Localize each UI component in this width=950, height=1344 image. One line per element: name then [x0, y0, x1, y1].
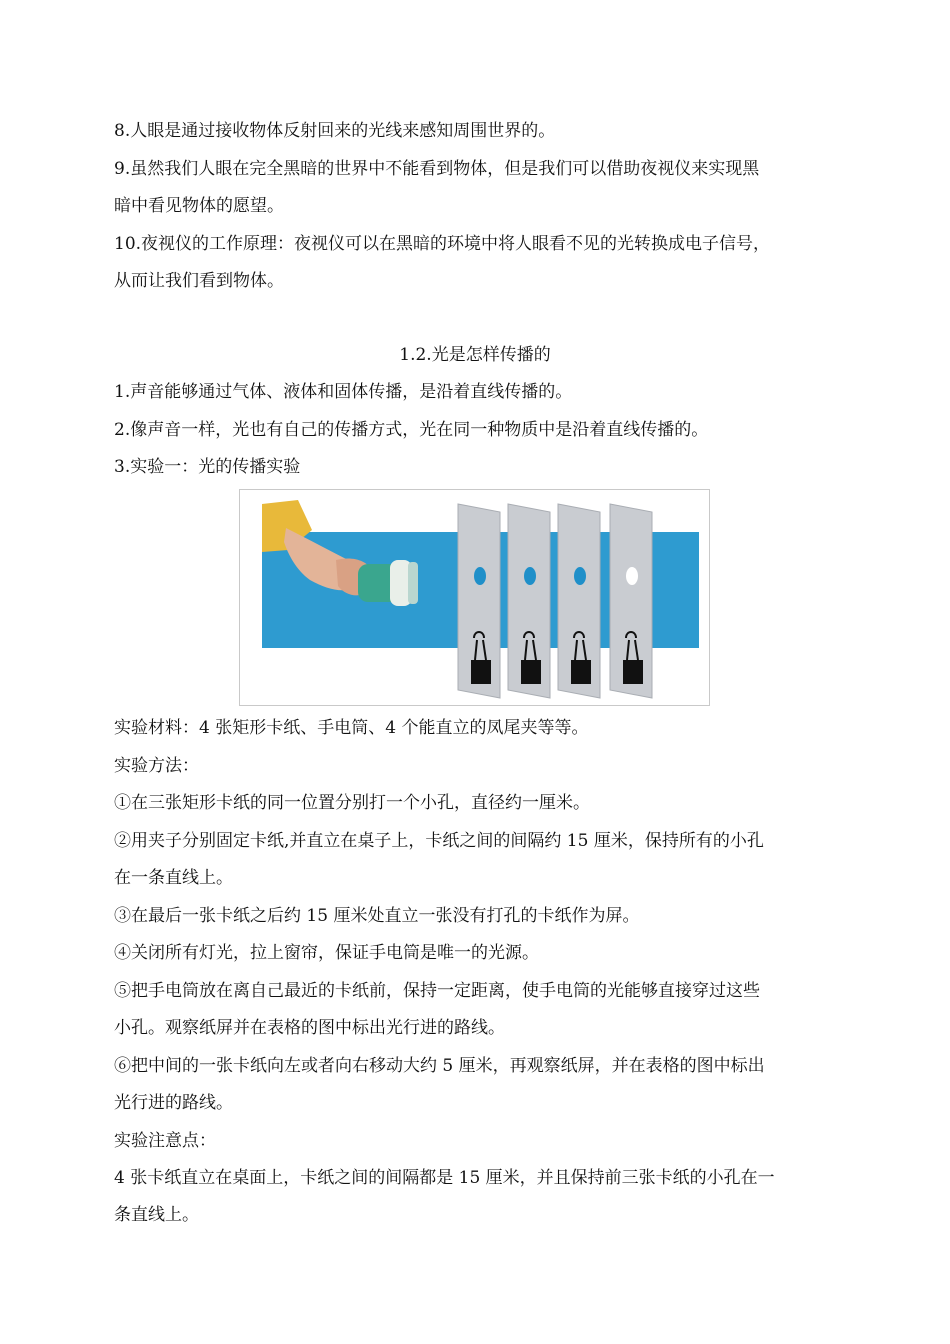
materials: 实验材料：4 张矩形卡纸、手电筒、4 个能直立的凤尾夹等等。 — [114, 718, 589, 738]
step-4: ④关闭所有灯光，拉上窗帘，保证手电筒是唯一的光源。 — [114, 943, 539, 963]
method-heading: 实验方法： — [114, 756, 199, 776]
card-2-hole — [524, 567, 536, 585]
flashlight-icon — [358, 560, 418, 606]
card-1 — [458, 504, 500, 698]
card-3-hole — [574, 567, 586, 585]
experiment-image — [240, 490, 709, 705]
step-5-line-2: 小孔。观察纸屏并在表格的图中标出光行进的路线。 — [114, 1018, 505, 1038]
step-1: ①在三张矩形卡纸的同一位置分别打一个小孔，直径约一厘米。 — [114, 793, 590, 813]
step-6-line-2: 光行进的路线。 — [114, 1093, 233, 1113]
item-3: 3.实验一：光的传播实验 — [114, 457, 301, 477]
item-8: 8.人眼是通过接收物体反射回来的光线来感知周围世界的。 — [114, 121, 556, 141]
item-1: 1.声音能够通过气体、液体和固体传播，是沿着直线传播的。 — [114, 382, 573, 402]
step-5-line-1: ⑤把手电筒放在离自己最近的卡纸前，保持一定距离，使手电筒的光能够直接穿过这些 — [114, 981, 760, 1001]
item-10-line-2: 从而让我们看到物体。 — [114, 271, 284, 291]
notes-line-2: 条直线上。 — [114, 1205, 199, 1225]
step-3: ③在最后一张卡纸之后约 15 厘米处直立一张没有打孔的卡纸作为屏。 — [114, 906, 640, 926]
item-9-line-2: 暗中看见物体的愿望。 — [114, 196, 284, 216]
item-10-line-1: 10.夜视仪的工作原理：夜视仪可以在黑暗的环境中将人眼看不见的光转换成电子信号， — [114, 234, 771, 254]
item-2: 2.像声音一样，光也有自己的传播方式，光在同一种物质中是沿着直线传播的。 — [114, 420, 709, 440]
step-6-line-1: ⑥把中间的一张卡纸向左或者向右移动大约 5 厘米，再观察纸屏，并在表格的图中标出 — [114, 1056, 765, 1076]
screen-card — [610, 504, 652, 698]
item-9-line-1: 9.虽然我们人眼在完全黑暗的世界中不能看到物体，但是我们可以借助夜视仪来实现黑 — [114, 159, 760, 179]
step-2-line-2: 在一条直线上。 — [114, 868, 233, 888]
screen-light-spot — [626, 567, 638, 585]
step-2-line-1: ②用夹子分别固定卡纸,并直立在桌子上，卡纸之间的间隔约 15 厘米，保持所有的小孔 — [114, 831, 764, 851]
notes-heading: 实验注意点： — [114, 1131, 216, 1151]
card-3 — [558, 504, 600, 698]
card-1-hole — [474, 567, 486, 585]
experiment-illustration — [239, 489, 710, 706]
card-2 — [508, 504, 550, 698]
notes-line-1: 4 张卡纸直立在桌面上，卡纸之间的间隔都是 15 厘米，并且保持前三张卡纸的小孔在一 — [114, 1168, 775, 1188]
section-title: 1.2.光是怎样传播的 — [399, 345, 551, 365]
